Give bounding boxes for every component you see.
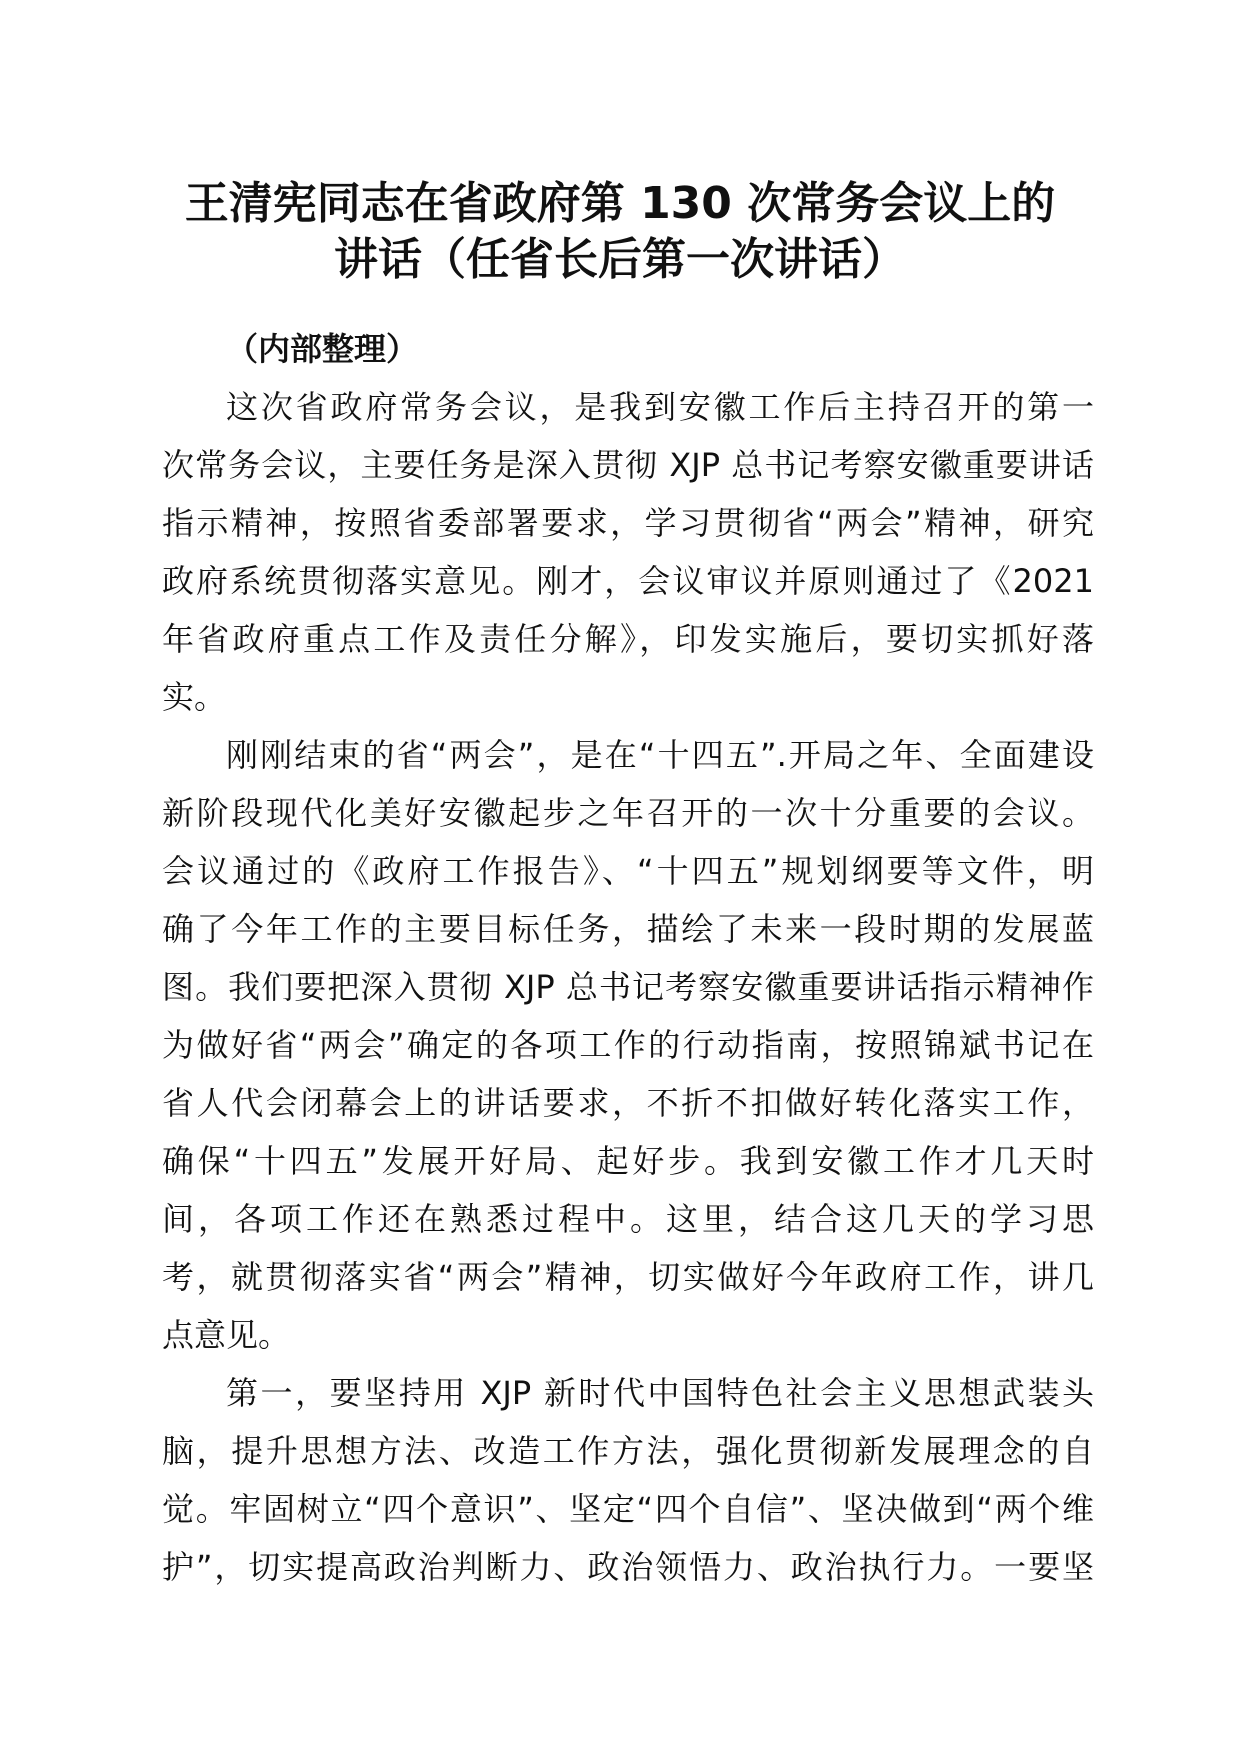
paragraph-1 (162, 378, 1094, 726)
text-line: 间，各项工作还在熟悉过程中。这里，结合这几天的学习思 (162, 1200, 1094, 1238)
text-line: 年省政府重点工作及责任分解》，印发实施后，要切实抓好落 (162, 620, 1094, 658)
text-line: 图。我们要把深入贯彻 XJP 总书记考察安徽重要讲话指示精神作 (162, 968, 1094, 1006)
title-line: 讲话（任省长后第一次讲话） (334, 234, 906, 285)
text-line: 点意见。 (162, 1316, 291, 1354)
document-body (162, 320, 1094, 1596)
text-line: 确保“十四五”发展开好局、起好步。我到安徽工作才几天时 (162, 1142, 1094, 1180)
document-title (150, 176, 1090, 288)
paragraph-3 (162, 1364, 1094, 1596)
text-line: 指示精神，按照省委部署要求，学习贯彻省“两会”精神，研究 (162, 504, 1094, 542)
text-line: 政府系统贯彻落实意见。刚才，会议审议并原则通过了《2021 (162, 562, 1094, 600)
source-note: （内部整理） (226, 330, 419, 368)
paragraph-2 (162, 726, 1094, 1364)
text-line: 脑，提升思想方法、改造工作方法，强化贯彻新发展理念的自 (162, 1432, 1094, 1470)
text-line: 次常务会议，主要任务是深入贯彻 XJP 总书记考察安徽重要讲话 (162, 446, 1094, 484)
text-line: 为做好省“两会”确定的各项工作的行动指南，按照锦斌书记在 (162, 1026, 1094, 1064)
text-line: 省人代会闭幕会上的讲话要求，不折不扣做好转化落实工作， (162, 1084, 1094, 1122)
text-line: 第一，要坚持用 XJP 新时代中国特色社会主义思想武装头 (226, 1374, 1094, 1412)
text-line: 新阶段现代化美好安徽起步之年召开的一次十分重要的会议。 (162, 794, 1094, 832)
text-line: 觉。牢固树立“四个意识”、坚定“四个自信”、坚决做到“两个维 (162, 1490, 1094, 1528)
text-line: 这次省政府常务会议，是我到安徽工作后主持召开的第一 (226, 388, 1094, 426)
text-line: 刚刚结束的省“两会”，是在“十四五”.开局之年、全面建设 (226, 736, 1094, 774)
text-line: 实。 (162, 678, 227, 716)
text-line: 考，就贯彻落实省“两会”精神，切实做好今年政府工作，讲几 (162, 1258, 1094, 1296)
title-line: 王清宪同志在省政府第 130 次常务会议上的 (184, 178, 1056, 229)
text-line: 护”，切实提高政治判断力、政治领悟力、政治执行力。一要坚 (162, 1548, 1094, 1586)
text-line: 确了今年工作的主要目标任务，描绘了未来一段时期的发展蓝 (162, 910, 1094, 948)
text-line: 会议通过的《政府工作报告》、“十四五”规划纲要等文件，明 (162, 852, 1094, 890)
